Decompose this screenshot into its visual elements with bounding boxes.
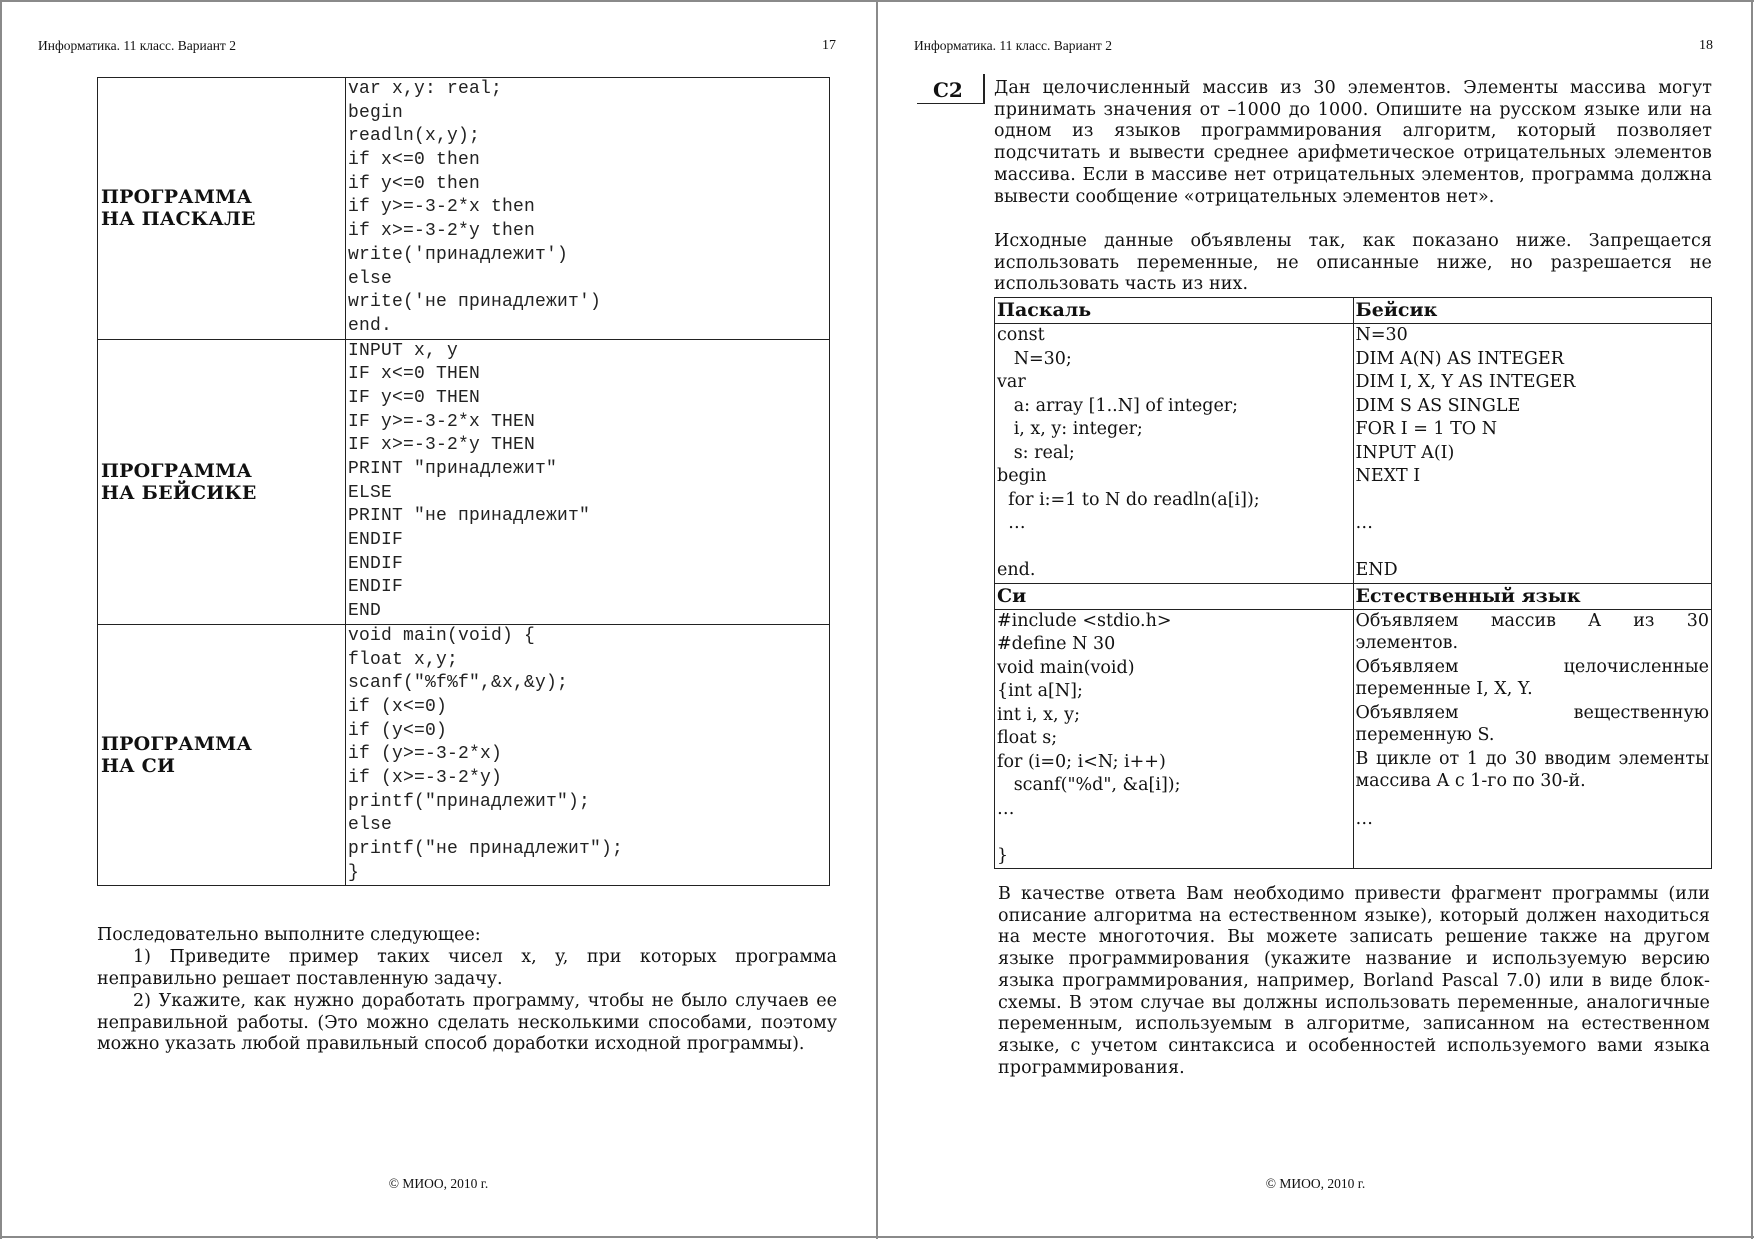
code-line: if x<=0 then	[348, 150, 481, 171]
program-label-line1: ПРОГРАММА	[101, 733, 252, 756]
program-label-line2: НА БЕЙСИКЕ	[101, 481, 257, 504]
c-line: int i, x, y;	[997, 704, 1080, 725]
c-line: for (i=0; i<N; i++)	[997, 751, 1166, 772]
code-line: printf("принадлежит");	[348, 791, 591, 812]
pascal-line: begin	[997, 466, 1047, 486]
c-line: #define N 30	[997, 634, 1116, 654]
header-pascal: Паскаль	[995, 298, 1354, 324]
code-line: begin	[348, 102, 404, 123]
table-row-pascal-basic	[995, 324, 1712, 584]
code-line: end.	[348, 315, 393, 336]
code-line: ENDIF	[348, 530, 404, 551]
code-line: if x>=-3-2*y then	[348, 221, 536, 242]
pascal-line: for i:=1 to N do readln(a[i]);	[997, 489, 1260, 510]
program-label-pascal	[98, 78, 346, 340]
page-border-right	[1751, 0, 1753, 1239]
code-pascal	[346, 78, 830, 340]
pascal-line	[997, 536, 1351, 560]
code-line: scanf("%f%f",&x,&y);	[348, 673, 569, 694]
pascal-line: a: array [1..N] of integer;	[997, 395, 1239, 416]
c-line: {int a[N];	[997, 681, 1083, 701]
code-line: write('не принадлежит')	[348, 292, 602, 313]
task-item-1: 1) Приведите пример таких чисел x, y, при которых программа неправильно решает поставленную задачу.	[97, 947, 837, 989]
c-cell	[995, 609, 1354, 869]
code-line: IF x>=-3-2*y THEN	[348, 435, 536, 456]
table-row-c-natural	[995, 609, 1712, 869]
basic-line: DIM A(N) AS INTEGER	[1355, 348, 1564, 369]
code-line: IF y>=-3-2*x THEN	[348, 411, 536, 432]
table-header-row	[995, 298, 1712, 324]
basic-line: DIM S AS SINGLE	[1355, 395, 1521, 416]
task-item-2: 2) Укажите, как нужно доработать программу, чтобы не было случаев ее неправильной работы. (Это можно сделать несколькими способами, поэтому можно указать любой правильный способ доработки исходной программы).	[97, 991, 837, 1054]
basic-line: DIM I, X, Y AS INTEGER	[1355, 372, 1576, 392]
code-line: }	[348, 862, 360, 883]
pascal-line: N=30;	[997, 348, 1072, 369]
pascal-cell	[995, 324, 1354, 584]
code-line: ELSE	[348, 482, 393, 503]
page-spine	[876, 0, 878, 1239]
code-line: float x,y;	[348, 649, 459, 670]
basic-line: NEXT I	[1355, 466, 1421, 486]
c-line: …	[997, 798, 1015, 819]
pascal-line: …	[997, 513, 1026, 533]
page-border-left	[0, 0, 2, 1239]
pascal-line: i, x, y: integer;	[997, 419, 1143, 439]
basic-line: INPUT A(I)	[1355, 442, 1455, 463]
table-header-row-2	[995, 583, 1712, 609]
basic-line: FOR I = 1 TO N	[1355, 419, 1498, 439]
natural-line: Объявляем целочисленные переменные I, X, Y.	[1355, 656, 1709, 699]
code-line: else	[348, 815, 393, 836]
c-line: float s;	[997, 728, 1058, 748]
natural-line: Объявляем массив A из 30 элементов.	[1355, 610, 1709, 653]
program-row-pascal	[98, 78, 830, 340]
code-c	[346, 624, 830, 886]
basic-line	[1356, 536, 1710, 560]
natural-line: В цикле от 1 до 30 вводим элементы массива A с 1-го по 30-й.	[1355, 748, 1709, 791]
language-table	[994, 297, 1712, 869]
code-line: PRINT "не принадлежит"	[348, 506, 591, 527]
page-number-left: 17	[822, 38, 836, 53]
code-line: END	[348, 601, 382, 622]
c-line: #include <stdio.h>	[997, 610, 1172, 631]
basic-line: …	[1355, 513, 1373, 533]
task-label: C2	[933, 78, 963, 102]
code-line: ENDIF	[348, 577, 404, 598]
basic-line	[1356, 489, 1710, 513]
program-label-c	[98, 624, 346, 886]
code-line: if y<=0 then	[348, 173, 481, 194]
pascal-line: var	[997, 372, 1026, 392]
program-row-basic	[98, 339, 830, 624]
c-line: scanf("%d", &a[i]);	[997, 775, 1181, 795]
code-basic	[346, 339, 830, 624]
natural-line: Объявляем вещественную переменную S.	[1355, 702, 1709, 745]
code-line: if (y<=0)	[348, 720, 448, 741]
natural-line: …	[1355, 808, 1373, 829]
pascal-line: const	[997, 325, 1045, 345]
task-label-divider	[983, 74, 985, 104]
code-line: printf("не принадлежит");	[348, 839, 624, 859]
program-label-line2: НА СИ	[101, 755, 176, 778]
basic-line: END	[1355, 560, 1398, 580]
pascal-line: s: real;	[997, 442, 1075, 463]
code-line: else	[348, 268, 393, 289]
code-line: write('принадлежит')	[348, 244, 569, 265]
code-line: void main(void) {	[348, 625, 536, 646]
code-line: if (x<=0)	[348, 696, 448, 717]
header-c: Си	[995, 583, 1354, 609]
code-line: if (x>=-3-2*y)	[348, 767, 503, 788]
code-line: IF y<=0 THEN	[348, 387, 481, 408]
c-line: void main(void)	[997, 657, 1135, 678]
program-label-line1: ПРОГРАММА	[101, 459, 252, 482]
header-basic: Бейсик	[1353, 298, 1712, 324]
code-line: ENDIF	[348, 553, 404, 574]
data-note: Исходные данные объявлены так, как показано ниже. Запрещается использовать переменные, не описанные ниже, но разрешается не использовать часть из них.	[994, 231, 1712, 295]
c-line: }	[997, 845, 1009, 866]
task-intro: Последовательно выполните следующее:	[97, 925, 481, 945]
program-row-c	[98, 624, 830, 886]
header-natural: Естественный язык	[1353, 583, 1712, 609]
c-line	[997, 821, 1351, 845]
answer-note: В качестве ответа Вам необходимо привести фрагмент программы (или описание алгоритма на естественном языке), который должен находиться на месте многоточия. Вы можете записать решение также на другом языке программирования (укажите название и используемую версию языка программирования, например, Borland Pascal 7.0) или в виде блок-схемы. В этом случае вы должны использовать переменные, аналогичные переменным, используемым в алгоритме, записанном на естественном языке, с учетом синтаксиса и особенностей используемого вами языка программирования.	[998, 884, 1710, 1078]
footer-right: © МИОО, 2010 г.	[1265, 1176, 1366, 1191]
code-line: if y>=-3-2*x then	[348, 197, 536, 218]
code-line: IF x<=0 THEN	[348, 364, 481, 385]
running-head-right: Информатика. 11 класс. Вариант 2	[914, 38, 1112, 53]
basic-cell	[1353, 324, 1712, 584]
running-head-left: Информатика. 11 класс. Вариант 2	[38, 38, 236, 53]
footer-left: © МИОО, 2010 г.	[388, 1176, 489, 1191]
program-label-basic	[98, 339, 346, 624]
code-line: PRINT "принадлежит"	[348, 459, 558, 479]
code-line: INPUT x, y	[348, 340, 459, 361]
programs-table	[97, 77, 830, 886]
code-line: var x,y: real;	[348, 79, 503, 99]
pascal-line: end.	[997, 560, 1036, 580]
basic-line: N=30	[1355, 325, 1408, 345]
task-text: Дан целочисленный массив из 30 элементов. Элементы массива могут принимать значения от –1000 до 1000. Опишите на русском языке или на одном из языков программирования алгоритм, который позволяет подсчитать и вывести среднее арифметическое отрицательных элементов массива. Если в массиве нет отрицательных элементов, программа должна вывести сообщение «отрицательных элементов нет».	[994, 78, 1712, 207]
code-line: readln(x,y);	[348, 126, 481, 147]
natural-cell	[1353, 609, 1712, 869]
code-line: if (y>=-3-2*x)	[348, 744, 503, 765]
page-number-right: 18	[1699, 38, 1713, 53]
program-label-line2: НА ПАСКАЛЕ	[101, 208, 256, 231]
program-label-line1: ПРОГРАММА	[101, 186, 252, 209]
